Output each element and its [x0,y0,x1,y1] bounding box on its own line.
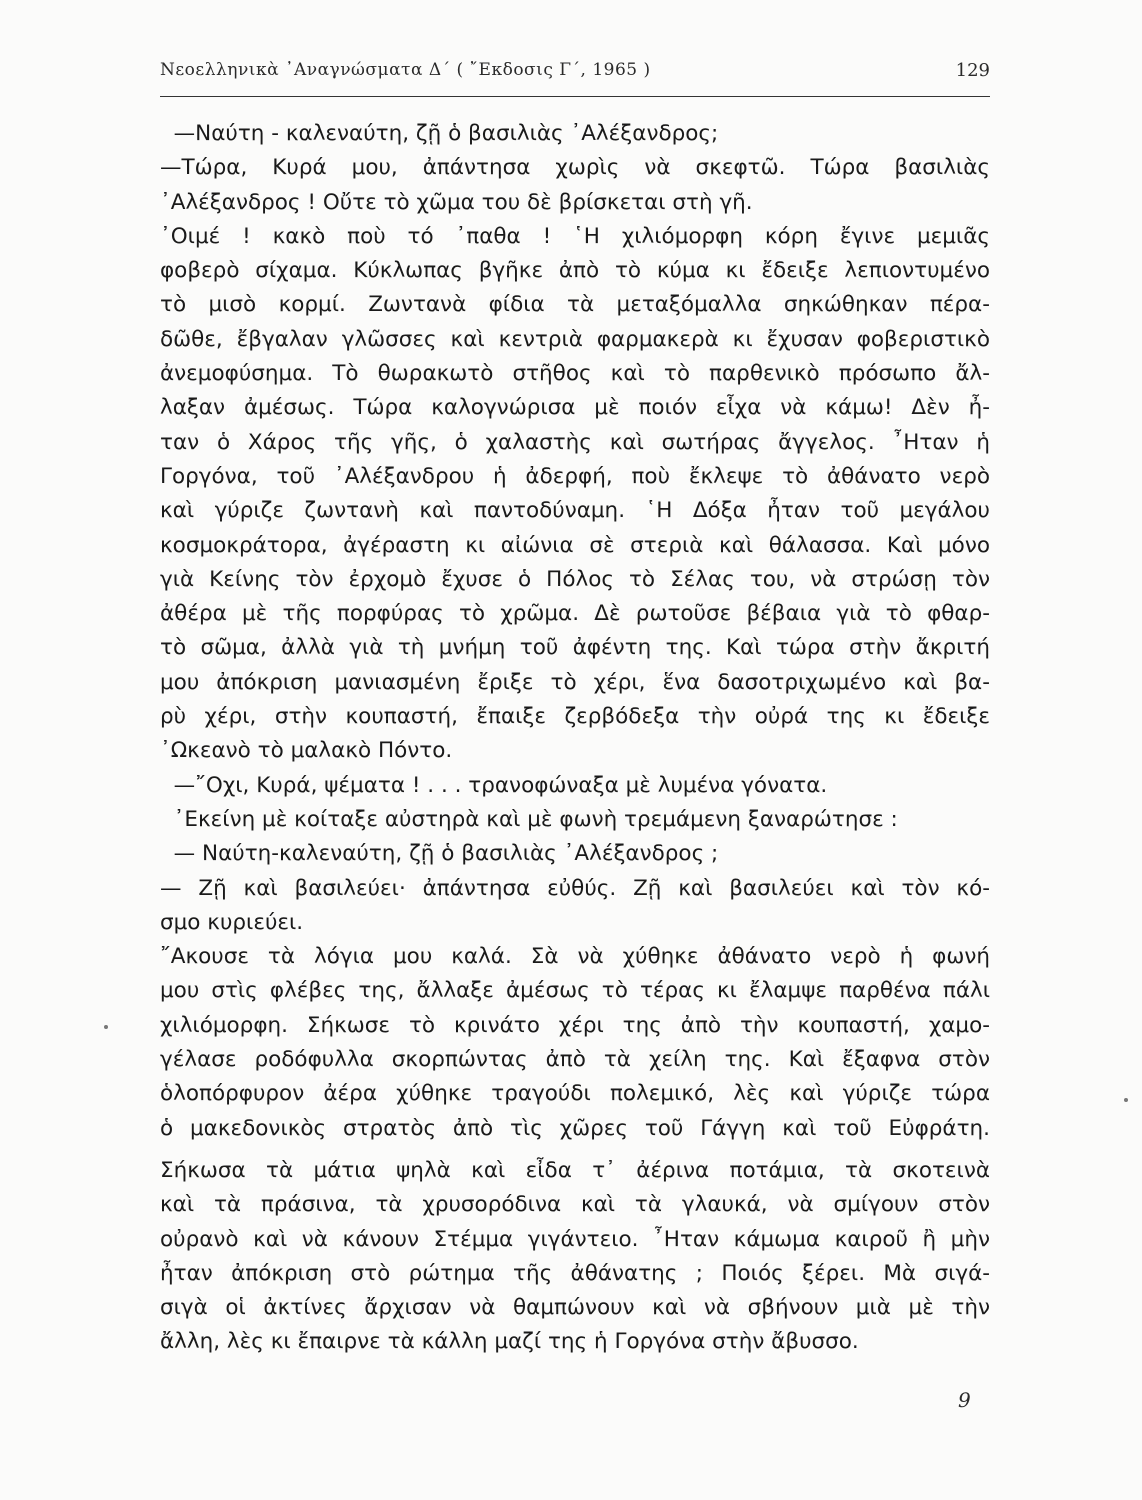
body-text [160,117,990,1360]
text-line: —Ναύτη - καλεναύτη, ζῇ ὁ βασιλιὰς ᾿Αλέξανδρος; [160,121,719,146]
text-line: γιὰ Κείνης τὸν ἐρχομὸ ἔχυσε ὁ Πόλος τὸ Σέλας του, νὰ στρώσῃ τὸν [160,566,990,592]
text-line: —Τώρα, Κυρά μου, ἀπάντησα χωρὶς νὰ σκεφτῶ. Τώρα βασιλιὰς [160,155,990,181]
text-line: τὸ μισὸ κορμί. Ζωντανὰ φίδια τὰ μεταξόμαλλα σηκώθηκαν πέρα- [160,292,990,318]
header-rule [160,96,990,97]
text-line: λαξαν ἀμέσως. Τώρα καλογνώρισα μὲ ποιόν εἶχα νὰ κάμω! Δὲν ἦ- [160,395,990,421]
text-line: σιγὰ οἱ ἀκτίνες ἄρχισαν νὰ θαμπώνουν καὶ νὰ σβήνουν μιὰ μὲ τὴν [160,1295,990,1321]
text-line: τὸ σῶμα, ἀλλὰ γιὰ τὴ μνήμη τοῦ ἀφέντη της. Καὶ τώρα στὴν ἄκριτή [160,635,990,661]
text-line: ὁλοπόρφυρον ἀέρα χύθηκε τραγούδι πολεμικό, λὲς καὶ γύριζε τώρα [160,1081,990,1107]
text-line: ἄλλη, λὲς κι ἔπαιρνε τὰ κάλλη μαζί της ἡ Γοργόνα στὴν ἄβυσσο. [160,1329,859,1355]
text-line: — Ζῇ καὶ βασιλεύει· ἀπάντησα εὐθύς. Ζῇ καὶ βασιλεύει καὶ τὸν κό- [160,875,990,901]
text-line: ἀνεμοφύσημα. Τὸ θωρακωτὸ στῆθος καὶ τὸ παρθενικὸ πρόσωπο ἄλ- [160,361,990,387]
running-header [160,56,990,96]
signature-folio: 9 [958,1388,971,1412]
text-line: ᾿Οιμέ ! κακὸ ποὺ τό ᾿παθα ! ῾Η χιλιόμορφη κόρη ἔγινε μεμιᾶς [160,223,990,249]
print-speck [1124,1098,1128,1102]
text-line: καὶ τὰ πράσινα, τὰ χρυσορόδινα καὶ τὰ γλαυκά, νὰ σμίγουν στὸν [160,1192,990,1218]
page-number: 129 [955,60,990,81]
text-line: ᾿Ωκεανὸ τὸ μαλακὸ Πόντο. [160,738,453,764]
text-line: ρὺ χέρι, στὴν κουπαστή, ἔπαιξε ζερβόδεξα τὴν οὐρά της κι ἔδειξε [160,704,990,730]
text-line: φοβερὸ σίχαμα. Κύκλωπας βγῆκε ἀπὸ τὸ κύμα κι ἔδειξε λεπιοντυμένο [160,258,990,284]
text-line: ᾿Εκείνη μὲ κοίταξε αὐστηρὰ καὶ μὲ φωνὴ τρεμάμενη ξαναρώτησε : [160,806,898,832]
text-line: γέλασε ροδόφυλλα σκορπώντας ἀπὸ τὰ χείλη της. Καὶ ἔξαφνα στὸν [160,1047,990,1073]
text-line: Γοργόνα, τοῦ ᾿Αλέξανδρου ἡ ἀδερφή, ποὺ ἔκλεψε τὸ ἀθάνατο νερὸ [160,463,990,489]
text-line: ἀθέρα μὲ τῆς πορφύρας τὸ χρῶμα. Δὲ ρωτοῦσε βέβαια γιὰ τὸ φθαρ- [160,601,990,627]
text-line: ἦταν ἀπόκριση στὸ ρώτημα τῆς ἀθάνατης ; Ποιός ξέρει. Μὰ σιγά- [160,1260,990,1286]
text-line: μου ἀπόκριση μανιασμένη ἔριξε τὸ χέρι, ἕνα δασοτριχωμένο καὶ βα- [160,669,990,695]
text-line: χιλιόμορφη. Σήκωσε τὸ κρινάτο χέρι της ἀπὸ τὴν κουπαστή, χαμο- [160,1012,990,1038]
text-line: ταν ὁ Χάρος τῆς γῆς, ὁ χαλαστὴς καὶ σωτήρας ἄγγελος. ῏Ηταν ἡ [160,429,990,455]
text-line: κοσμοκράτορα, ἀγέραστη κι αἰώνια σὲ στεριὰ καὶ θάλασσα. Καὶ μόνο [160,532,990,558]
text-line: — Ναύτη-καλεναύτη, ζῇ ὁ βασιλιὰς ᾿Αλέξανδρος ; [160,841,719,867]
text-line: ᾿Αλέξανδρος ! Οὔτε τὸ χῶμα του δὲ βρίσκεται στὴ γῆ. [160,189,753,215]
paragraph-gap [160,1146,990,1154]
text-line: ὁ μακεδονικὸς στρατὸς ἀπὸ τὶς χῶρες τοῦ Γάγγη καὶ τοῦ Εὐφράτη. [160,1115,990,1141]
print-speck [104,1025,108,1029]
text-line: καὶ γύριζε ζωντανὴ καὶ παντοδύναμη. ῾Η Δόξα ἦταν τοῦ μεγάλου [160,498,990,524]
text-line: Σήκωσα τὰ μάτια ψηλὰ καὶ εἶδα τ᾿ ἀέρινα ποτάμια, τὰ σκοτεινὰ [160,1157,990,1183]
running-title: Νεοελληνικὰ ᾿Αναγνώσματα Δ΄ ( ῎Εκδοσις Γ΄, 1965 ) [160,60,651,80]
text-line: —῎Οχι, Κυρά, ψέματα ! . . . τρανοφώναξα μὲ λυμένα γόνατα. [160,772,828,798]
text-line: ῎Ακουσε τὰ λόγια μου καλά. Σὰ νὰ χύθηκε ἀθάνατο νερὸ ἡ φωνή [160,944,990,970]
text-line: οὐρανὸ καὶ νὰ κάνουν Στέμμα γιγάντειο. ῏Ηταν κάμωμα καιροῦ ἢ μὴν [160,1226,990,1252]
text-line: μου στὶς φλέβες της, ἄλλαξε ἀμέσως τὸ τέρας κι ἔλαμψε παρθένα πάλι [160,978,990,1004]
text-line: σμο κυριεύει. [160,909,304,935]
text-line: δῶθε, ἔβγαλαν γλῶσσες καὶ κεντριὰ φαρμακερὰ κι ἔχυσαν φοβεριστικὸ [160,326,990,352]
